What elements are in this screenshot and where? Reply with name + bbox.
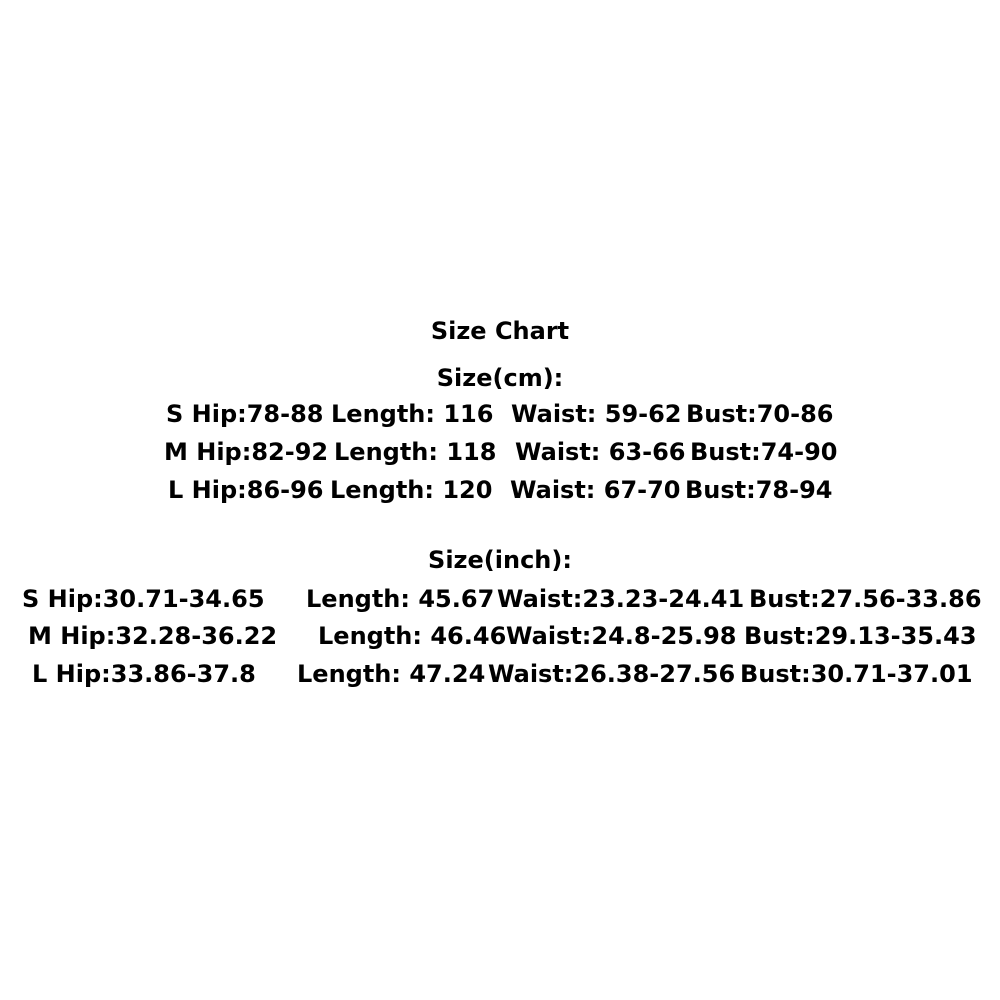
cm-length: Length: 116 — [331, 400, 494, 428]
cm-waist: Waist: 67-70 — [510, 476, 681, 504]
inch-bust: Bust:29.13-35.43 — [744, 622, 977, 650]
inch-hip: M Hip:32.28-36.22 — [28, 622, 278, 650]
cm-hip: S Hip:78-88 — [166, 400, 324, 428]
cm-bust: Bust:78-94 — [685, 476, 833, 504]
cm-length: Length: 120 — [330, 476, 493, 504]
inch-bust: Bust:30.71-37.01 — [740, 660, 973, 688]
inch-length: Length: 47.24 — [297, 660, 486, 688]
cm-length: Length: 118 — [334, 438, 497, 466]
cm-bust: Bust:74-90 — [690, 438, 838, 466]
cm-row-l — [0, 474, 833, 506]
inch-row-s — [0, 583, 982, 615]
cm-waist: Waist: 63-66 — [515, 438, 686, 466]
size-cm-heading: Size(cm): — [436, 364, 564, 392]
inch-waist: Waist:26.38-27.56 — [488, 660, 736, 688]
inch-waist: Waist:23.23-24.41 — [497, 585, 745, 613]
cm-waist: Waist: 59-62 — [511, 400, 682, 428]
inch-waist: Waist:24.8-25.98 — [506, 622, 737, 650]
inch-length: Length: 45.67 — [306, 585, 495, 613]
inch-bust: Bust:27.56-33.86 — [749, 585, 982, 613]
cm-row-s — [0, 398, 834, 430]
inch-length: Length: 46.46 — [318, 622, 507, 650]
size-inch-heading: Size(inch): — [428, 546, 572, 574]
size-chart-title: Size Chart — [430, 317, 570, 345]
cm-hip: L Hip:86-96 — [168, 476, 324, 504]
cm-bust: Bust:70-86 — [686, 400, 834, 428]
inch-row-m — [0, 620, 977, 652]
inch-row-l — [0, 658, 973, 690]
inch-hip: S Hip:30.71-34.65 — [22, 585, 265, 613]
inch-hip: L Hip:33.86-37.8 — [32, 660, 256, 688]
cm-row-m — [0, 436, 838, 468]
cm-hip: M Hip:82-92 — [164, 438, 329, 466]
